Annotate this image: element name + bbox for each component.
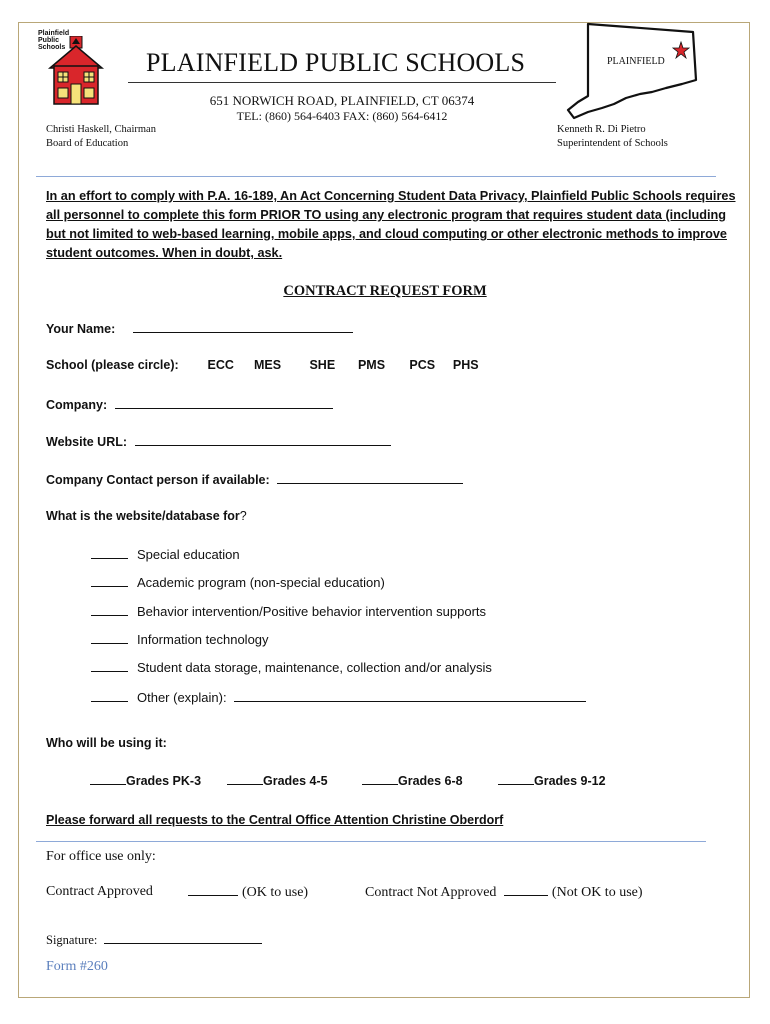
grade-pk3[interactable] (90, 774, 201, 788)
school-option-she[interactable]: SHE (309, 358, 336, 372)
grade-label: Grades 6-8 (398, 774, 463, 788)
grade-check-line[interactable] (90, 774, 126, 785)
office-use-heading: For office use only: (46, 849, 156, 864)
other-explain-field[interactable] (234, 689, 586, 702)
school-option-pms[interactable]: PMS (357, 358, 386, 372)
superintendent (557, 123, 668, 151)
form-number: Form #260 (46, 959, 108, 974)
school-option-mes[interactable]: MES (253, 358, 282, 372)
grade-check-line[interactable] (227, 774, 263, 785)
privacy-notice: In an effort to comply with P.A. 16-189, An Act Concerning Student Data Privacy, Plainfield Public Schools requires all personnel to complete this form PRIOR TO using any electronic program that requires student data (including but not limited to web-based learning, mobile apps, and cloud computing or other electronic methods to improve student outcomes. When in doubt, ask. (46, 189, 736, 260)
superintendent-title: Superintendent of Schools (557, 138, 668, 149)
purpose-option-academic[interactable] (91, 575, 385, 590)
contract-approved-row (188, 884, 308, 901)
approved-suffix: (OK to use) (242, 885, 309, 900)
users-question: Who will be using it: (46, 736, 167, 750)
your-name-field[interactable] (133, 320, 353, 333)
signature-label: Signature: (46, 933, 98, 947)
grade-9-12[interactable] (498, 774, 606, 788)
contact-field[interactable] (277, 471, 463, 484)
forward-note: Please forward all requests to the Central Office Attention Christine Oberdorf (46, 813, 504, 827)
header-divider (36, 176, 716, 177)
district-address: 651 NORWICH ROAD, PLAINFIELD, CT 06374 (209, 93, 475, 108)
checkbox-line[interactable] (91, 548, 128, 559)
contact-row (46, 471, 463, 487)
contact-label: Company Contact person if available: (46, 473, 270, 487)
title-rule (128, 82, 556, 83)
website-row (46, 433, 391, 449)
company-label: Company: (46, 398, 108, 412)
not-approved-label: Contract Not Approved (365, 885, 497, 900)
option-label: Student data storage, maintenance, collection and/or analysis (137, 660, 492, 675)
purpose-option-behavior[interactable] (91, 604, 486, 619)
purpose-question (46, 509, 247, 523)
board-chair (46, 123, 156, 151)
logo-line: Plainfield (38, 30, 70, 37)
your-name-label: Your Name: (46, 322, 116, 336)
grade-4-5[interactable] (227, 774, 328, 788)
your-name-row (46, 320, 353, 336)
not-approved-suffix: (Not OK to use) (551, 885, 643, 900)
grade-6-8[interactable] (362, 774, 463, 788)
checkbox-line[interactable] (91, 576, 128, 587)
grade-label: Grades 9-12 (534, 774, 606, 788)
purpose-option-it[interactable] (91, 632, 269, 647)
superintendent-name: Kenneth R. Di Pietro (557, 124, 646, 135)
purpose-question-text: What is the website/database for (46, 509, 240, 523)
district-phone-fax: TEL: (860) 564-6403 FAX: (860) 564-6412 (236, 109, 448, 123)
chair-name: Christi Haskell, Chairman (46, 124, 156, 135)
website-label: Website URL: (46, 435, 128, 449)
approved-field[interactable] (188, 884, 238, 896)
logo-line: Schools (38, 44, 66, 51)
checkbox-line[interactable] (91, 605, 128, 616)
company-field[interactable] (115, 396, 333, 409)
signature-field[interactable] (104, 933, 262, 944)
checkbox-line[interactable] (91, 661, 128, 672)
website-field[interactable] (135, 433, 391, 446)
checkbox-line[interactable] (91, 691, 128, 702)
chair-org: Board of Education (46, 138, 129, 149)
purpose-option-other[interactable] (91, 689, 586, 705)
signature-row (46, 933, 262, 948)
option-label: Information technology (137, 632, 269, 647)
school-option-pcs[interactable]: PCS (409, 358, 436, 372)
checkbox-line[interactable] (91, 633, 128, 644)
school-row (46, 358, 479, 372)
grade-label: Grades PK-3 (126, 774, 202, 788)
connecticut-map-icon (556, 22, 706, 122)
purpose-question-mark: ? (239, 509, 247, 523)
office-divider (36, 841, 706, 842)
contract-not-approved-row (365, 884, 643, 901)
logo-line: Public (38, 37, 60, 44)
purpose-option-data-storage[interactable] (91, 660, 492, 675)
company-row (46, 396, 333, 412)
contract-approved-label: Contract Approved (46, 884, 153, 899)
grade-check-line[interactable] (362, 774, 398, 785)
option-label: Special education (137, 547, 240, 562)
school-option-phs[interactable]: PHS (452, 358, 479, 372)
form-title: CONTRACT REQUEST FORM (283, 283, 487, 299)
map-label: PLAINFIELD (607, 56, 665, 67)
option-label: Other (explain): (137, 690, 227, 705)
option-label: Academic program (non-special education) (137, 575, 385, 590)
district-title: PLAINFIELD PUBLIC SCHOOLS (146, 48, 526, 77)
purpose-option-special-ed[interactable] (91, 547, 240, 562)
option-label: Behavior intervention/Positive behavior intervention supports (137, 604, 487, 619)
grade-check-line[interactable] (498, 774, 534, 785)
school-label: School (please circle): (46, 358, 179, 372)
grade-label: Grades 4-5 (263, 774, 328, 788)
schoolhouse-icon (46, 36, 106, 106)
school-option-ecc[interactable]: ECC (207, 358, 234, 372)
not-approved-field[interactable] (504, 884, 548, 896)
